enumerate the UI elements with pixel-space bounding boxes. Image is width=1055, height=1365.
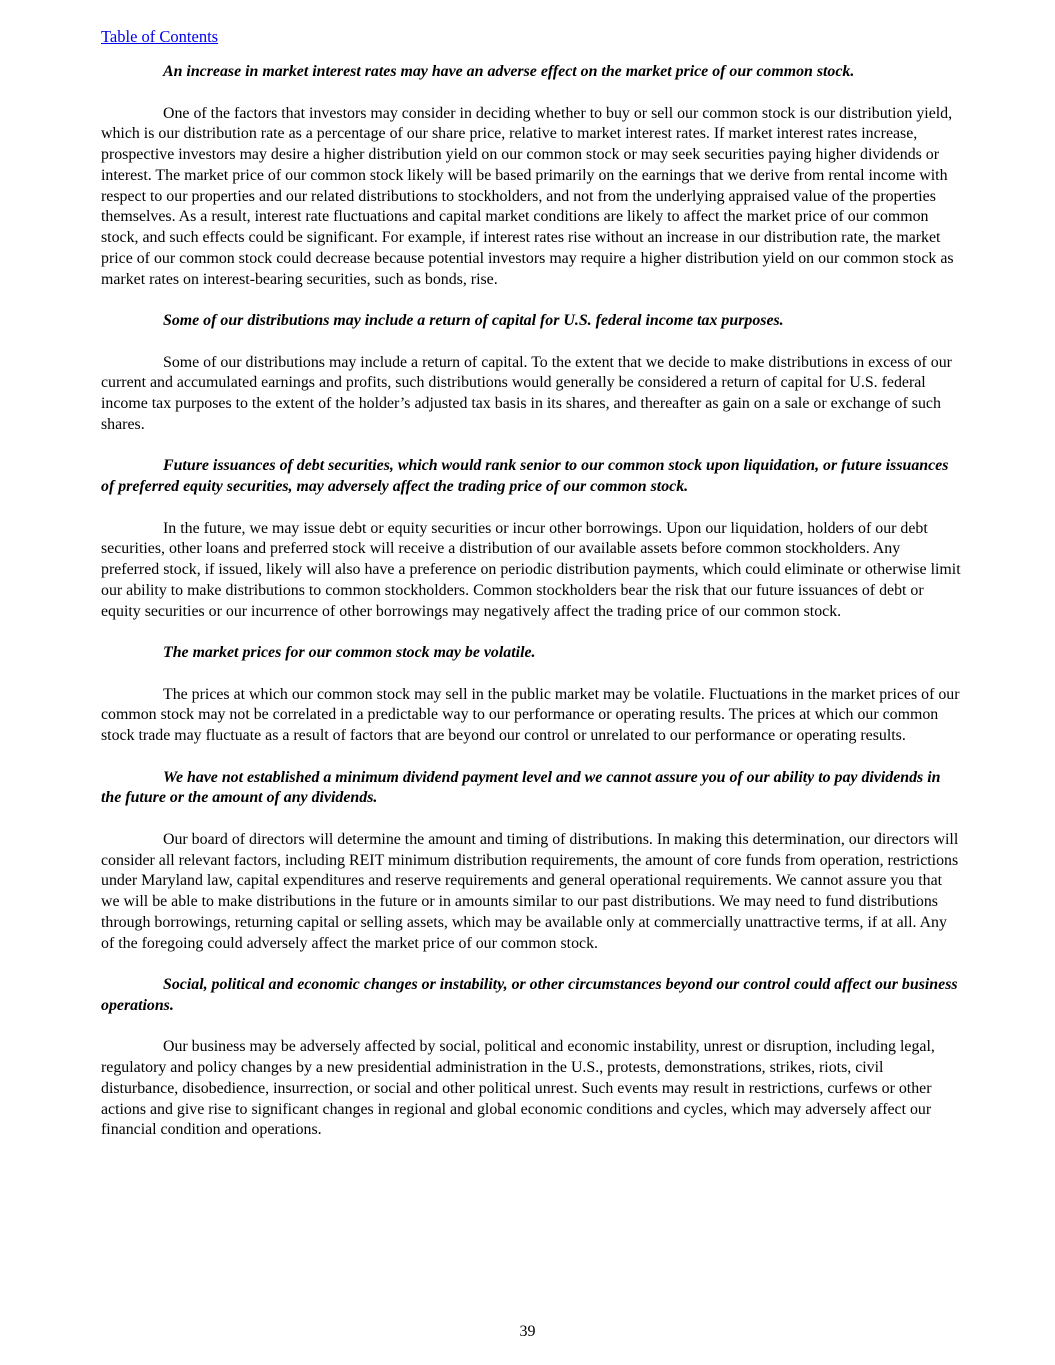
risk-factor-section xyxy=(101,456,961,622)
document-page xyxy=(101,26,961,1162)
risk-factor-section xyxy=(101,643,961,747)
page-number: 39 xyxy=(519,1323,536,1340)
risk-factor-section xyxy=(101,62,961,290)
risk-factor-section xyxy=(101,975,961,1141)
section-paragraph: Some of our distributions may include a return of capital. To the extent that we decide to make distributions in excess of our current and accumulated earnings and profits, such distributions would generally be considered a return of capital for U.S. federal income tax purposes to the extent of the holder’s adjusted tax basis in its shares, and thereafter as gain on a sale or exchange of such shares. xyxy=(101,353,952,433)
section-heading: Social, political and economic changes or instability, or other circumstances beyond our control could affect our business operations. xyxy=(101,976,958,1014)
section-heading: Some of our distributions may include a return of capital for U.S. federal income tax purposes. xyxy=(163,312,784,329)
section-heading: An increase in market interest rates may have an adverse effect on the market price of our common stock. xyxy=(163,63,855,80)
risk-factor-section xyxy=(101,311,961,436)
section-paragraph: The prices at which our common stock may sell in the public market may be volatile. Fluctuations in the market prices of our common stock may not be correlated in a predictable way to our performance or operating results. The prices at which our common stock trade may fluctuate as a result of factors that are beyond our control or unrelated to our performance or operating results. xyxy=(101,685,960,744)
section-heading: We have not established a minimum dividend payment level and we cannot assure you of our ability to pay dividends in the future or the amount of any dividends. xyxy=(101,768,941,807)
section-heading: The market prices for our common stock may be volatile. xyxy=(163,644,536,661)
section-paragraph: Our board of directors will determine the amount and timing of distributions. In making this determination, our directors will consider all relevant factors, including REIT minimum distribution requirements, the amount of core funds from operation, restrictions under Maryland law, capital expenditures and reserve requirements and general operational requirements. We cannot assure you that we will be able to make distributions in the future or in amounts similar to our past distributions. We may need to fund distributions through borrowings, returning capital or selling assets, which may be available only at commercially unattractive terms, if at all. Any of the foregoing could adversely affect the market price of our common stock. xyxy=(101,830,959,952)
section-paragraph: One of the factors that investors may consider in deciding whether to buy or sell our common stock is our distribution yield, which is our distribution rate as a percentage of our share price, relative to market interest rates. If market interest rates increase, prospective investors may desire a higher distribution yield on our common stock or may seek securities paying higher dividends or interest. The market price of our common stock likely will be based primarily on the earnings that we derive from rental income with respect to our properties and our related distributions to stockholders, and not from the underlying appraised value of the properties themselves. As a result, interest rate fluctuations and capital market conditions are likely to affect the market price of our common stock, and such effects could be significant. For example, if interest rates rise without an increase in our distribution rate, the market price of our common stock could decrease because potential investors may require a higher distribution yield on our common stock as market rates on interest-bearing securities, such as bonds, rise. xyxy=(101,104,954,288)
section-paragraph: Our business may be adversely affected by social, political and economic instability, unrest or disruption, including legal, regulatory and policy changes by a new presidential administration in the U.S., protests, demonstrations, strikes, riots, civil disturbance, disobedience, insurrection, or social and other political unrest. Such events may result in restrictions, curfews or other actions and give rise to significant changes in regional and global economic conditions and cycles, which may adversely affect our financial condition and operations. xyxy=(101,1038,935,1139)
section-heading: Future issuances of debt securities, which would rank senior to our common stock upon liquidation, or future issuances of preferred equity securities, may adversely affect the trading price of our common stock. xyxy=(101,457,949,495)
table-of-contents-link[interactable]: Table of Contents xyxy=(101,27,219,46)
section-paragraph: In the future, we may issue debt or equity securities or incur other borrowings. Upon our liquidation, holders of our debt securities, other loans and preferred stock will receive a distribution of our available assets before common stockholders. Any preferred stock, if issued, likely will also have a preference on periodic distribution payments, which could eliminate or otherwise limit our ability to make distributions to common stockholders. Common stockholders bear the risk that our future issuances of debt or equity securities or our incurrence of other borrowings may negatively affect the trading price of our common stock. xyxy=(101,519,961,620)
risk-factor-section xyxy=(101,768,961,955)
